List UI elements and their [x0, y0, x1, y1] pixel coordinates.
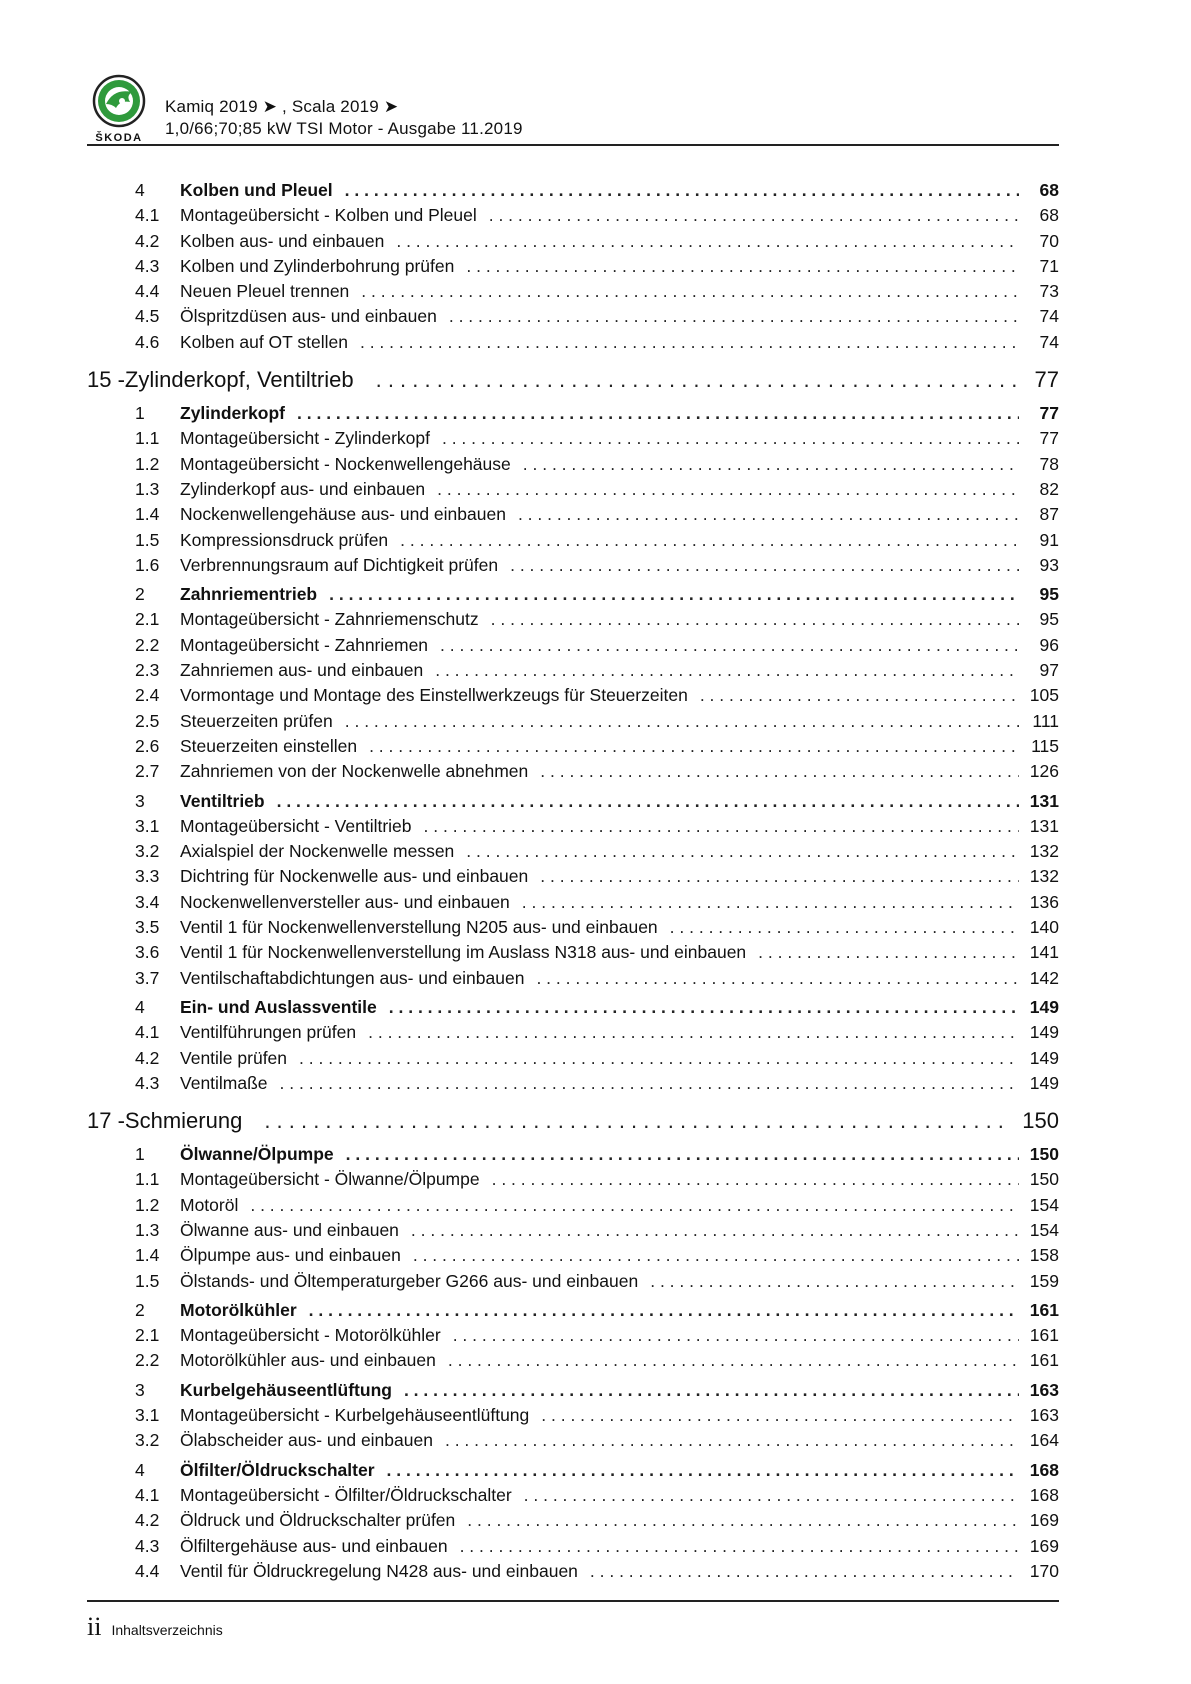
toc-section-entry[interactable]	[87, 1458, 1059, 1483]
toc-dot-leader	[536, 966, 1019, 991]
toc-section-entry[interactable]	[87, 1142, 1059, 1167]
toc-entry-page-number: 68	[1039, 205, 1059, 226]
toc-entry-page-number: 161	[1029, 1325, 1059, 1346]
toc-subsection-entry[interactable]	[87, 915, 1059, 940]
toc-subsection-entry[interactable]	[87, 1269, 1059, 1294]
toc-entry-page-number: 73	[1039, 281, 1059, 302]
toc-subsection-entry[interactable]	[87, 254, 1059, 279]
toc-dot-leader	[413, 1243, 1019, 1268]
toc-entry-title: Ventiltrieb	[180, 790, 265, 811]
toc-subsection-entry[interactable]	[87, 553, 1059, 578]
toc-entry-title: Ölwanne aus- und einbauen	[180, 1219, 399, 1240]
toc-dot-leader	[437, 477, 1019, 502]
toc-subsection-entry[interactable]	[87, 1218, 1059, 1243]
toc-subsection-entry[interactable]	[87, 477, 1059, 502]
toc-entry-number: 1.5	[135, 1270, 160, 1291]
toc-entry-number: 1.1	[135, 1169, 160, 1190]
toc-dot-leader	[540, 864, 1019, 889]
toc-subsection-entry[interactable]	[87, 426, 1059, 451]
toc-entry-page-number: 169	[1029, 1535, 1059, 1556]
toc-entry-page-number: 82	[1039, 478, 1059, 499]
toc-entry-page-number: 93	[1039, 554, 1059, 575]
toc-entry-number: 4.2	[135, 1510, 160, 1531]
toc-entry-page-number: 96	[1039, 634, 1059, 655]
toc-subsection-entry[interactable]	[87, 890, 1059, 915]
toc-entry-title: Nockenwellenversteller aus- und einbauen	[180, 891, 510, 912]
toc-entry-page-number: 140	[1029, 917, 1059, 938]
toc-entry-page-number: 149	[1029, 1047, 1059, 1068]
toc-entry-page-number: 150	[1029, 1144, 1059, 1165]
toc-entry-number: 4.3	[135, 1535, 160, 1556]
toc-entry-title: Zahnriementrieb	[180, 584, 318, 605]
toc-entry-page-number: 74	[1039, 306, 1059, 327]
toc-subsection-entry[interactable]	[87, 330, 1059, 355]
toc-dot-leader	[368, 1020, 1019, 1045]
toc-entry-title: Öldruck und Öldruckschalter prüfen	[180, 1510, 456, 1531]
toc-entry-number: 4.3	[135, 255, 160, 276]
toc-entry-page-number: 136	[1029, 891, 1059, 912]
toc-entry-number: 15 -	[87, 367, 125, 393]
toc-section-entry[interactable]	[87, 1298, 1059, 1323]
toc-dot-leader	[758, 940, 1019, 965]
toc-entry-title: Ölfilter/Öldruckschalter	[180, 1459, 375, 1480]
toc-dot-leader	[389, 995, 1019, 1020]
toc-dot-leader	[445, 1428, 1019, 1453]
toc-entry-number: 3	[135, 790, 145, 811]
toc-dot-leader	[540, 759, 1019, 784]
brand-wordmark: ŠKODA	[95, 132, 143, 144]
toc-entry-page-number: 91	[1039, 529, 1059, 550]
toc-entry-page-number: 74	[1039, 331, 1059, 352]
toc-entry-title: Verbrennungsraum auf Dichtigkeit prüfen	[180, 554, 499, 575]
toc-dot-leader	[491, 607, 1019, 632]
toc-subsection-entry[interactable]	[87, 759, 1059, 784]
toc-dot-leader	[361, 279, 1019, 304]
toc-entry-number: 2	[135, 584, 145, 605]
toc-entry-number: 4.1	[135, 1484, 160, 1505]
toc-dot-leader	[460, 1534, 1019, 1559]
header-line-1: Kamiq 2019 ➤ , Scala 2019 ➤	[165, 97, 399, 116]
toc-subsection-entry[interactable]	[87, 279, 1059, 304]
toc-entry-page-number: 142	[1029, 967, 1059, 988]
toc-dot-leader	[369, 734, 1019, 759]
toc-entry-title: Steuerzeiten prüfen	[180, 710, 333, 731]
toc-entry-title: Motorölkühler	[180, 1299, 297, 1320]
toc-entry-page-number: 170	[1029, 1560, 1059, 1581]
toc-dot-leader	[453, 1323, 1019, 1348]
toc-entry-page-number: 131	[1029, 790, 1059, 811]
toc-entry-page-number: 149	[1029, 996, 1059, 1017]
toc-entry-title: Kolben und Zylinderbohrung prüfen	[180, 255, 455, 276]
toc-dot-leader	[466, 839, 1019, 864]
toc-dot-leader	[440, 633, 1019, 658]
toc-entry-title: Zylinderkopf	[180, 403, 286, 424]
toc-entry-title: Ölabscheider aus- und einbauen	[180, 1430, 433, 1451]
toc-dot-leader	[670, 915, 1019, 940]
toc-dot-leader	[466, 254, 1019, 279]
toc-entry-title: Dichtring für Nockenwelle aus- und einbauen	[180, 866, 529, 887]
toc-entry-title: Steuerzeiten einstellen	[180, 735, 358, 756]
toc-entry-number: 2.2	[135, 1350, 160, 1371]
toc-entry-page-number: 161	[1029, 1350, 1059, 1371]
toc-dot-leader	[448, 1348, 1019, 1373]
toc-entry-number: 2.2	[135, 634, 160, 655]
toc-entry-title: Kurbelgehäuseentlüftung	[180, 1379, 392, 1400]
toc-entry-number: 4.4	[135, 281, 160, 302]
toc-subsection-entry[interactable]	[87, 864, 1059, 889]
toc-entry-page-number: 111	[1032, 710, 1059, 731]
toc-entry-page-number: 132	[1029, 841, 1059, 862]
toc-subsection-entry[interactable]	[87, 1193, 1059, 1218]
toc-entry-number: 3.3	[135, 866, 160, 887]
toc-dot-leader	[309, 1298, 1019, 1323]
toc-entry-title: Ölwanne/Ölpumpe	[180, 1144, 334, 1165]
toc-dot-leader	[411, 1218, 1019, 1243]
toc-entry-page-number: 78	[1039, 453, 1059, 474]
footer-divider	[87, 1600, 1059, 1602]
footer-section-label: Inhaltsverzeichnis	[111, 1622, 223, 1638]
toc-entry-title: Montageübersicht - Ölfilter/Öldruckschalter	[180, 1484, 512, 1505]
toc-entry-page-number: 141	[1029, 942, 1059, 963]
toc-entry-number: 17 -	[87, 1108, 125, 1134]
toc-subsection-entry[interactable]	[87, 709, 1059, 734]
toc-entry-number: 2.6	[135, 735, 160, 756]
toc-subsection-entry[interactable]	[87, 814, 1059, 839]
toc-subsection-entry[interactable]	[87, 1167, 1059, 1192]
toc-subsection-entry[interactable]	[87, 1020, 1059, 1045]
toc-dot-leader	[329, 582, 1019, 607]
toc-entry-page-number: 131	[1029, 815, 1059, 836]
toc-subsection-entry[interactable]	[87, 734, 1059, 759]
toc-entry-page-number: 149	[1029, 1072, 1059, 1093]
toc-entry-page-number: 115	[1031, 735, 1059, 756]
toc-subsection-entry[interactable]	[87, 304, 1059, 329]
toc-entry-number: 3.2	[135, 1430, 160, 1451]
skoda-logo-icon	[86, 74, 152, 144]
toc-entry-title: Montageübersicht - Kurbelgehäuseentlüftung	[180, 1405, 530, 1426]
toc-entry-title: Ventil 1 für Nockenwellenverstellung N205 aus- und einbauen	[180, 917, 658, 938]
toc-entry-title: Neuen Pleuel trennen	[180, 281, 350, 302]
toc-entry-page-number: 97	[1039, 660, 1059, 681]
toc-entry-title: Zahnriemen aus- und einbauen	[180, 660, 424, 681]
toc-entry-number: 1.3	[135, 1219, 160, 1240]
toc-entry-page-number: 159	[1029, 1270, 1059, 1291]
toc-subsection-entry[interactable]	[87, 528, 1059, 553]
toc-subsection-entry[interactable]	[87, 633, 1059, 658]
table-of-contents	[87, 174, 1059, 1584]
toc-entry-number: 4.1	[135, 1022, 160, 1043]
toc-entry-number: 4.2	[135, 230, 160, 251]
toc-dot-leader	[522, 890, 1019, 915]
toc-entry-title: Montageübersicht - Ölwanne/Ölpumpe	[180, 1169, 480, 1190]
toc-dot-leader	[345, 709, 1019, 734]
toc-entry-page-number: 169	[1029, 1510, 1059, 1531]
toc-entry-title: Montageübersicht - Ventiltrieb	[180, 815, 412, 836]
toc-entry-title: Motorölkühler aus- und einbauen	[180, 1350, 436, 1371]
toc-entry-number: 3.1	[135, 1405, 160, 1426]
toc-dot-leader	[277, 789, 1019, 814]
toc-entry-page-number: 70	[1039, 230, 1059, 251]
toc-dot-leader	[250, 1193, 1019, 1218]
toc-entry-title: Montageübersicht - Zahnriemen	[180, 634, 429, 655]
toc-entry-page-number: 161	[1029, 1299, 1059, 1320]
toc-entry-title: Nockenwellengehäuse aus- und einbauen	[180, 504, 506, 525]
toc-entry-number: 1.3	[135, 478, 160, 499]
toc-dot-leader	[346, 1142, 1019, 1167]
toc-entry-number: 4	[135, 996, 145, 1017]
toc-dot-leader	[400, 528, 1019, 553]
toc-dot-leader	[518, 502, 1019, 527]
toc-entry-number: 4.3	[135, 1072, 160, 1093]
toc-entry-page-number: 149	[1029, 1022, 1059, 1043]
toc-entry-title: Montageübersicht - Zahnriemenschutz	[180, 609, 479, 630]
toc-dot-leader	[387, 1458, 1019, 1483]
toc-entry-number: 4	[135, 180, 145, 200]
toc-entry-title: Ventilführungen prüfen	[180, 1022, 357, 1043]
toc-entry-page-number: 77	[1039, 428, 1059, 449]
toc-entry-page-number: 158	[1029, 1245, 1059, 1266]
toc-entry-number: 3.6	[135, 942, 160, 963]
toc-subsection-entry[interactable]	[87, 1428, 1059, 1453]
toc-entry-number: 1.2	[135, 453, 160, 474]
toc-chapter-entry[interactable]	[87, 363, 1059, 397]
toc-entry-title: Montageübersicht - Nockenwellengehäuse	[180, 453, 511, 474]
toc-entry-number: 1.4	[135, 1245, 160, 1266]
toc-dot-leader	[299, 1046, 1019, 1071]
toc-entry-title: Axialspiel der Nockenwelle messen	[180, 841, 455, 862]
toc-section-entry[interactable]	[87, 995, 1059, 1020]
toc-entry-page-number: 68	[1039, 180, 1059, 200]
toc-entry-title: Ölspritzdüsen aus- und einbauen	[180, 306, 437, 327]
toc-entry-page-number: 126	[1029, 761, 1059, 782]
toc-subsection-entry[interactable]	[87, 1348, 1059, 1373]
toc-subsection-entry[interactable]	[87, 607, 1059, 632]
toc-dot-leader	[297, 401, 1019, 426]
toc-dot-leader	[523, 452, 1019, 477]
toc-entry-page-number: 168	[1029, 1459, 1059, 1480]
toc-entry-number: 2.7	[135, 761, 160, 782]
toc-dot-leader	[376, 363, 1019, 397]
toc-section-entry[interactable]	[87, 789, 1059, 814]
toc-entry-page-number: 154	[1029, 1194, 1059, 1215]
toc-dot-leader	[345, 178, 1019, 203]
toc-entry-title: Ölstands- und Öltemperaturgeber G266 aus- und einbauen	[180, 1270, 639, 1291]
toc-entry-title: Zahnriemen von der Nockenwelle abnehmen	[180, 761, 529, 782]
toc-entry-page-number: 150	[1029, 1169, 1059, 1190]
toc-entry-number: 4.5	[135, 306, 160, 327]
toc-entry-page-number: 105	[1029, 685, 1059, 706]
toc-subsection-entry[interactable]	[87, 839, 1059, 864]
toc-entry-title: Kolben auf OT stellen	[180, 331, 348, 352]
toc-entry-page-number: 164	[1029, 1430, 1059, 1451]
toc-entry-number: 2.1	[135, 609, 160, 630]
toc-subsection-entry[interactable]	[87, 1403, 1059, 1428]
toc-entry-number: 2.1	[135, 1325, 160, 1346]
toc-section-entry[interactable]	[87, 401, 1059, 426]
toc-entry-page-number: 163	[1029, 1405, 1059, 1426]
toc-entry-title: Kolben und Pleuel	[180, 180, 333, 200]
footer-page-number: ii	[87, 1612, 102, 1641]
toc-subsection-entry[interactable]	[87, 1243, 1059, 1268]
toc-section-entry[interactable]	[87, 178, 1059, 203]
toc-dot-leader	[492, 1167, 1019, 1192]
toc-entry-title: Montageübersicht - Kolben und Pleuel	[180, 205, 477, 226]
skoda-logo	[86, 74, 152, 144]
toc-entry-page-number: 95	[1039, 609, 1059, 630]
toc-subsection-entry[interactable]	[87, 1534, 1059, 1559]
toc-entry-page-number: 168	[1029, 1484, 1059, 1505]
toc-dot-leader	[541, 1403, 1019, 1428]
toc-entry-number: 4.6	[135, 331, 160, 352]
toc-entry-number: 1.5	[135, 529, 160, 550]
toc-dot-leader	[449, 304, 1019, 329]
toc-subsection-entry[interactable]	[87, 502, 1059, 527]
toc-dot-leader	[590, 1559, 1019, 1584]
toc-subsection-entry[interactable]	[87, 1046, 1059, 1071]
toc-entry-number: 1.2	[135, 1194, 160, 1215]
toc-entry-title: Ventilschaftabdichtungen aus- und einbauen	[180, 967, 525, 988]
toc-dot-leader	[424, 814, 1019, 839]
toc-subsection-entry[interactable]	[87, 1559, 1059, 1584]
toc-dot-leader	[467, 1508, 1019, 1533]
toc-entry-number: 1.4	[135, 504, 160, 525]
toc-entry-number: 2	[135, 1299, 145, 1320]
toc-subsection-entry[interactable]	[87, 452, 1059, 477]
toc-dot-leader	[442, 426, 1019, 451]
toc-entry-title: Kompressionsdruck prüfen	[180, 529, 389, 550]
toc-entry-title: Schmierung	[124, 1108, 243, 1134]
page-footer	[87, 1612, 223, 1642]
toc-entry-title: Ventil für Öldruckregelung N428 aus- und einbauen	[180, 1560, 578, 1581]
toc-subsection-entry[interactable]	[87, 966, 1059, 991]
toc-chapter-entry[interactable]	[87, 1104, 1059, 1138]
header-divider	[87, 144, 1059, 146]
toc-entry-title: Ventil 1 für Nockenwellenverstellung im Auslass N318 aus- und einbauen	[180, 942, 747, 963]
toc-dot-leader	[524, 1483, 1019, 1508]
toc-entry-page-number: 132	[1029, 866, 1059, 887]
toc-dot-leader	[650, 1269, 1019, 1294]
toc-entry-number: 4.2	[135, 1047, 160, 1068]
toc-dot-leader	[700, 683, 1019, 708]
toc-entry-title: Motoröl	[180, 1194, 239, 1215]
toc-entry-title: Montageübersicht - Zylinderkopf	[180, 428, 430, 449]
toc-entry-number: 1.6	[135, 554, 160, 575]
toc-dot-leader	[280, 1071, 1019, 1096]
toc-subsection-entry[interactable]	[87, 203, 1059, 228]
toc-entry-page-number: 95	[1039, 584, 1059, 605]
toc-entry-title: Zylinderkopf aus- und einbauen	[180, 478, 426, 499]
toc-entry-number: 2.5	[135, 710, 160, 731]
toc-entry-number: 4	[135, 1459, 145, 1480]
toc-entry-number: 3.5	[135, 917, 160, 938]
toc-entry-number: 4.4	[135, 1560, 160, 1581]
toc-entry-number: 3.7	[135, 967, 160, 988]
header-line-2: 1,0/66;70;85 kW TSI Motor - Ausgabe 11.2019	[165, 119, 523, 138]
toc-entry-page-number: 150	[1022, 1108, 1059, 1134]
toc-entry-title: Ölfiltergehäuse aus- und einbauen	[180, 1535, 448, 1556]
toc-entry-page-number: 77	[1039, 403, 1059, 424]
toc-dot-leader	[396, 229, 1019, 254]
toc-subsection-entry[interactable]	[87, 1323, 1059, 1348]
toc-entry-number: 3.1	[135, 815, 160, 836]
toc-entry-number: 2.3	[135, 660, 160, 681]
toc-entry-title: Zylinderkopf, Ventiltrieb	[124, 367, 354, 393]
toc-dot-leader	[489, 203, 1019, 228]
toc-entry-title: Montageübersicht - Motorölkühler	[180, 1325, 441, 1346]
toc-entry-page-number: 77	[1034, 367, 1059, 393]
toc-dot-leader	[360, 330, 1019, 355]
toc-entry-page-number: 71	[1039, 255, 1059, 276]
toc-entry-number: 1.1	[135, 428, 160, 449]
toc-entry-number: 1	[135, 1144, 145, 1165]
toc-section-entry[interactable]	[87, 1378, 1059, 1403]
toc-section-entry[interactable]	[87, 582, 1059, 607]
toc-dot-leader	[264, 1104, 1012, 1138]
toc-entry-page-number: 87	[1039, 504, 1059, 525]
toc-entry-number: 2.4	[135, 685, 160, 706]
toc-subsection-entry[interactable]	[87, 940, 1059, 965]
toc-subsection-entry[interactable]	[87, 658, 1059, 683]
toc-subsection-entry[interactable]	[87, 1071, 1059, 1096]
document-header	[165, 96, 523, 140]
toc-entry-number: 3.4	[135, 891, 160, 912]
toc-entry-title: Vormontage und Montage des Einstellwerkzeugs für Steuerzeiten	[180, 685, 688, 706]
toc-entry-number: 3.2	[135, 841, 160, 862]
toc-entry-page-number: 154	[1029, 1219, 1059, 1240]
toc-dot-leader	[510, 553, 1019, 578]
toc-dot-leader	[404, 1378, 1019, 1403]
toc-entry-title: Ein- und Auslassventile	[180, 996, 377, 1017]
toc-entry-number: 1	[135, 403, 145, 424]
toc-entry-title: Ölpumpe aus- und einbauen	[180, 1245, 401, 1266]
toc-subsection-entry[interactable]	[87, 229, 1059, 254]
toc-subsection-entry[interactable]	[87, 1483, 1059, 1508]
toc-entry-title: Kolben aus- und einbauen	[180, 230, 385, 251]
toc-entry-title: Ventile prüfen	[180, 1047, 288, 1068]
toc-entry-title: Ventilmaße	[180, 1072, 268, 1093]
toc-subsection-entry[interactable]	[87, 683, 1059, 708]
toc-entry-page-number: 163	[1029, 1379, 1059, 1400]
toc-entry-number: 3	[135, 1379, 145, 1400]
toc-entry-number: 4.1	[135, 205, 160, 226]
toc-subsection-entry[interactable]	[87, 1508, 1059, 1533]
toc-dot-leader	[435, 658, 1019, 683]
